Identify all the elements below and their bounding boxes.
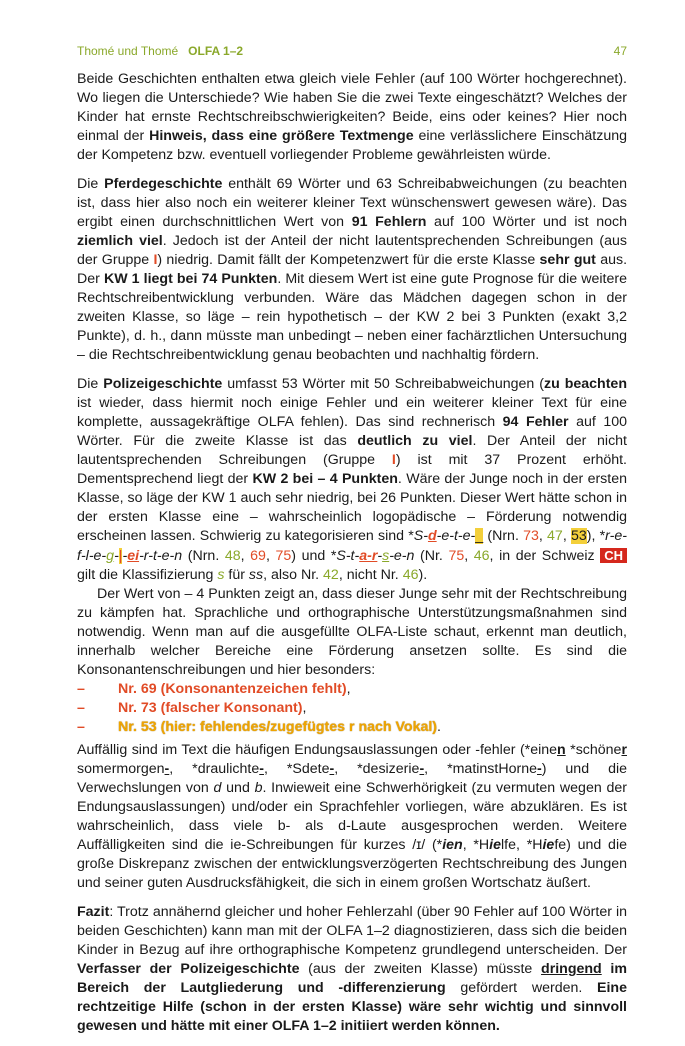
swiss-flag-badge: CH (600, 548, 627, 563)
page-body (77, 70, 627, 1046)
page-header (77, 44, 627, 60)
paragraph-fazit: Fazit: Trotz annähernd gleicher und hoher Fehlerzahl (über 90 Fehler auf 100 Wörter in beiden Geschichten) kann man mit der OLFA 1–2 diagnostizieren, dass sich die beiden Kinder in Bezug auf ihre orthographische Kompetenz grundlegend unterscheiden. Der Verfasser der Polizeigeschichte (aus der zweiten Klasse) müsste dringend im Bereich der Lautgliederung und -differenzierung gefördert werden. Eine rechtzeitige Hilfe (schon in der ersten Klasse) wäre sehr wichtig und sinnvoll gewesen und hätte mit einer OLFA 1–2 initiiert werden können. (77, 904, 627, 1034)
header-authors: Thomé und Thomé (77, 44, 179, 58)
paragraph-pferdegeschichte: Die Pferdegeschichte enthält 69 Wörter und 63 Schreibabweichungen (zu beachten ist, dass hier also noch ein weiterer kleiner Text wünschenswert gewesen wäre). Das ergibt einen durchschnittlichen Wert von 91 Fehlern auf 100 Wörter und ist noch ziemlich viel. Jedoch ist der Anteil der nicht lautentsprechenden Schreibungen (aus der Gruppe I) niedrig. Damit fällt der Kompetenzwert für die erste Klasse sehr gut aus. Der KW 1 liegt bei 74 Punkten. Mit diesem Wert ist eine gute Prognose für die weitere Rechtschreibentwicklung verbunden. Wäre das Mädchen dagegen schon in der zweiten Klasse, so läge – rein hypothetisch – der KW 2 bei 3 Punkten (exakt 3,2 Punkte), d. h., dann müsste man unbedingt – neben einer fachärztlichen Untersuchung – die Rechtschreibentwicklung genau beobachten und nachhaltig fördern. (77, 176, 628, 363)
list-item: – Nr. 73 (falscher Konsonant), (77, 700, 307, 716)
paragraph-auffaelligkeiten: Auffällig sind im Text die häufigen Endungsauslassungen oder -fehler (*einen *schöner somermorgen-, *draulichte-, *Sdete-, *desizerie-, *matinstHorne-) und die Verwechslungen von d und b. Inwieweit eine Schwerhörigkeit (zu vermuten wegen der Endungsauslassungen) und/oder ein Sprachfehler vorliegen, wäre abzuklären. Es ist wahrscheinlich, dass viele b- als d-Laute ausgesprochen werden. Weitere Auffälligkeiten sind die ie-Schreibungen für kurzes /ɪ/ (*ien, *Hielfe, *Hiefe) und die große Diskrepanz zwischen der entwicklungsverzögerten Rechtschreibung des Jungen und seiner guten Ausdrucksfähigkeit, die sich in einem großen Wortschatz äußert. (77, 742, 627, 891)
paragraph-foerderung: Der Wert von – 4 Punkten zeigt an, dass dieser Junge sehr mit der Rechtschreibung zu kämpfen hat. Sprachliche und orthographische Unterstützungsmaßnahmen sind notwendig. Wenn man auf die ausgefüllte OLFA-Liste schaut, erkennt man deutlich, innerhalb welcher Bereiche eine Förderung ansetzen sollte. Es sind die Konsonantenschreibungen und hier besonders: (77, 586, 627, 678)
header-brand: OLFA 1–2 (188, 44, 244, 58)
paragraph-intro: Beide Geschichten enthalten etwa gleich viele Fehler (auf 100 Wörter hochgerechnet). Wo liegen die Unterschiede? Wie haben Sie die zwei Texte eingeschätzt? Welches der Kinder hat ernste Rechtschreibschwierigkeiten? Beide, eins oder keines? Hier noch einmal der Hinweis, dass eine größere Textmenge eine verlässlichere Einschätzung der Kompetenz bzw. eventuell vorliegender Probleme gewährleisten würde. (77, 71, 628, 163)
list-item: – Nr. 53 (hier: fehlendes/zugefügtes r nach Vokal). (77, 719, 441, 735)
list-item: – Nr. 69 (Konsonantenzeichen fehlt), (77, 681, 351, 697)
paragraph-polizeigeschichte: Die Polizeigeschichte umfasst 53 Wörter mit 50 Schreibabweichungen (zu beachten ist wieder, dass hiermit noch einige Fehler und ein weiterer kleiner Text für eine komplette, aussagekräftige OLFA fehlen). Das sind rechnerisch 94 Fehler auf 100 Wörter. Für die zweite Klasse ist das deutlich zu viel. Der Anteil der nicht lautentsprechenden Schreibungen (Gruppe I) ist mit 37 Prozent erhöht. Dementsprechend liegt der KW 2 bei – 4 Punkten. Wäre der Junge noch in der ersten Klasse, so läge der KW 1 auch sehr niedrig, bei 26 Punkten. Dieser Wert hätte schon in der ersten Klasse eine – wahrscheinlich logopädische – Förderung notwendig erscheinen lassen. Schwierig zu kategorisieren sind *S-d-e-t-e-_ (Nrn. 73, 47, 53), *r-e-f-l-e-g-|-ei-r-t-e-n (Nrn. 48, 69, 75) und *S-t-a-r-s-e-n (Nr. 75, 46, in der Schweiz CH gilt die Klassifizierung s für ss, also Nr. 42, nicht Nr. 46). (77, 376, 628, 583)
page-number: 47 (613, 44, 627, 58)
focus-list (77, 680, 627, 737)
